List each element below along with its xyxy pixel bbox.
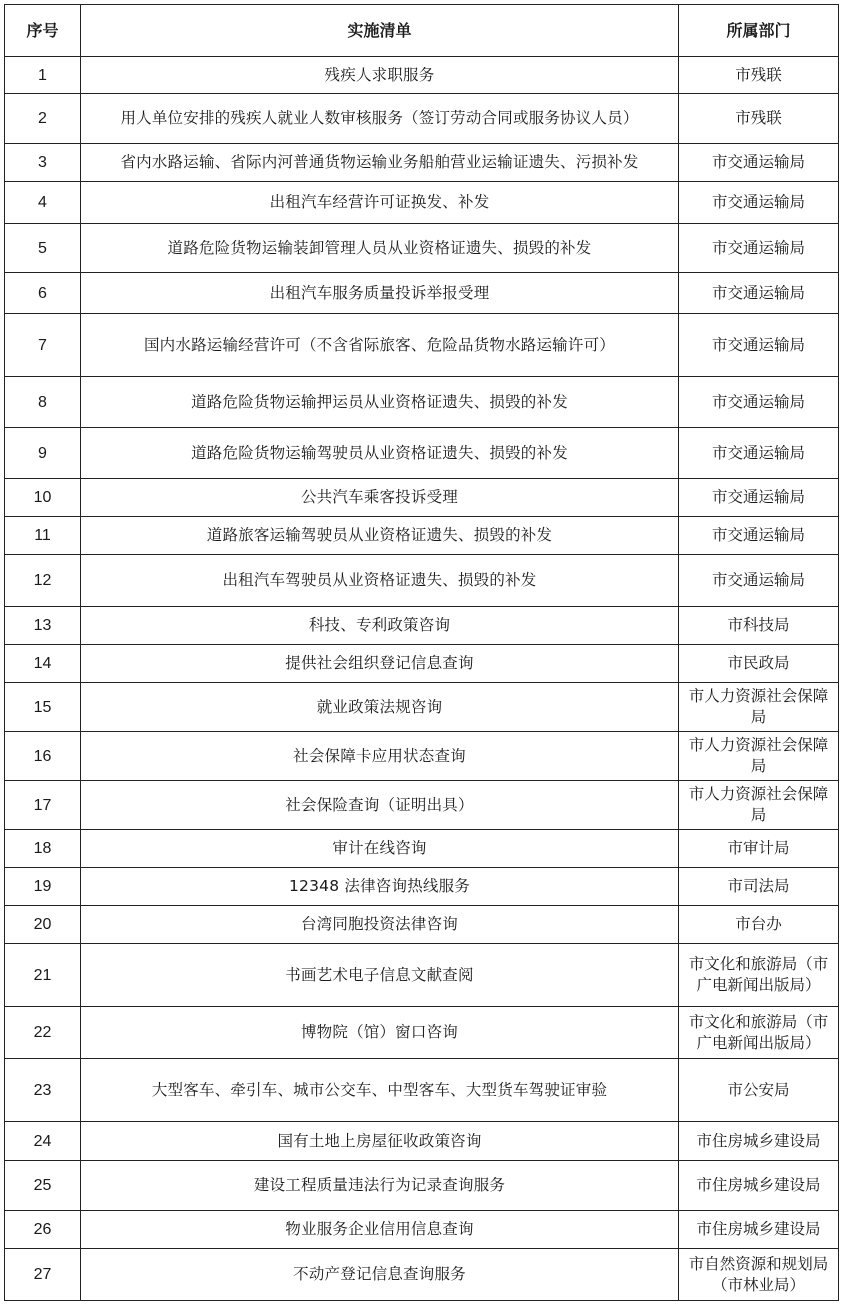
row-item: 书画艺术电子信息文献查阅: [81, 944, 679, 1007]
header-item: 实施清单: [81, 5, 679, 57]
table-row: [5, 377, 839, 428]
row-dept: 市审计局: [679, 830, 839, 868]
table-row: [5, 144, 839, 182]
row-item: 建设工程质量违法行为记录查询服务: [81, 1161, 679, 1211]
row-item: 12348 法律咨询热线服务: [81, 868, 679, 906]
row-dept: 市人力资源社会保障局: [679, 683, 839, 732]
row-no: 22: [5, 1007, 81, 1059]
table-row: [5, 830, 839, 868]
row-dept: 市交通运输局: [679, 428, 839, 479]
row-item: 道路危险货物运输押运员从业资格证遗失、损毁的补发: [81, 377, 679, 428]
row-item: 台湾同胞投资法律咨询: [81, 906, 679, 944]
table-row: [5, 906, 839, 944]
table-row: [5, 1211, 839, 1249]
row-dept: 市公安局: [679, 1059, 839, 1122]
table-row: [5, 1249, 839, 1301]
row-no: 7: [5, 314, 81, 377]
row-dept: 市交通运输局: [679, 479, 839, 517]
table-row: [5, 555, 839, 607]
row-dept: 市交通运输局: [679, 555, 839, 607]
row-dept: 市台办: [679, 906, 839, 944]
table-row: [5, 224, 839, 273]
row-no: 26: [5, 1211, 81, 1249]
row-item: 就业政策法规咨询: [81, 683, 679, 732]
table-row: [5, 94, 839, 144]
table-row: [5, 781, 839, 830]
row-item: 社会保障卡应用状态查询: [81, 732, 679, 781]
table-row: [5, 479, 839, 517]
row-no: 27: [5, 1249, 81, 1301]
row-no: 8: [5, 377, 81, 428]
row-dept: 市交通运输局: [679, 273, 839, 314]
row-item: 道路旅客运输驾驶员从业资格证遗失、损毁的补发: [81, 517, 679, 555]
row-item: 科技、专利政策咨询: [81, 607, 679, 645]
row-dept: 市住房城乡建设局: [679, 1161, 839, 1211]
row-no: 10: [5, 479, 81, 517]
table-row: [5, 428, 839, 479]
row-item: 国有土地上房屋征收政策咨询: [81, 1122, 679, 1161]
row-no: 21: [5, 944, 81, 1007]
row-item: 提供社会组织登记信息查询: [81, 645, 679, 683]
row-no: 6: [5, 273, 81, 314]
row-no: 4: [5, 182, 81, 224]
row-no: 25: [5, 1161, 81, 1211]
row-item: 审计在线咨询: [81, 830, 679, 868]
row-no: 11: [5, 517, 81, 555]
row-dept: 市人力资源社会保障局: [679, 732, 839, 781]
row-dept: 市司法局: [679, 868, 839, 906]
table-row: [5, 517, 839, 555]
row-item: 残疾人求职服务: [81, 57, 679, 94]
table-row: [5, 57, 839, 94]
row-item: 博物院（馆）窗口咨询: [81, 1007, 679, 1059]
row-dept: 市残联: [679, 94, 839, 144]
row-item: 公共汽车乘客投诉受理: [81, 479, 679, 517]
row-dept: 市交通运输局: [679, 144, 839, 182]
table-row: [5, 683, 839, 732]
header-dept: 所属部门: [679, 5, 839, 57]
row-no: 14: [5, 645, 81, 683]
row-item: 国内水路运输经营许可（不含省际旅客、危险品货物水路运输许可）: [81, 314, 679, 377]
table-row: [5, 182, 839, 224]
table-row: [5, 607, 839, 645]
table-row: [5, 314, 839, 377]
row-item: 道路危险货物运输装卸管理人员从业资格证遗失、损毁的补发: [81, 224, 679, 273]
row-no: 1: [5, 57, 81, 94]
row-no: 15: [5, 683, 81, 732]
row-no: 17: [5, 781, 81, 830]
row-dept: 市残联: [679, 57, 839, 94]
row-no: 13: [5, 607, 81, 645]
row-dept: 市自然资源和规划局（市林业局）: [679, 1249, 839, 1301]
row-no: 12: [5, 555, 81, 607]
row-no: 5: [5, 224, 81, 273]
row-dept: 市交通运输局: [679, 182, 839, 224]
table-row: [5, 1161, 839, 1211]
service-list-table: [4, 4, 839, 1301]
row-no: 24: [5, 1122, 81, 1161]
row-no: 18: [5, 830, 81, 868]
row-dept: 市民政局: [679, 645, 839, 683]
header-no: 序号: [5, 5, 81, 57]
row-item: 出租汽车驾驶员从业资格证遗失、损毁的补发: [81, 555, 679, 607]
row-item: 出租汽车服务质量投诉举报受理: [81, 273, 679, 314]
row-dept: 市交通运输局: [679, 224, 839, 273]
row-item: 大型客车、牵引车、城市公交车、中型客车、大型货车驾驶证审验: [81, 1059, 679, 1122]
row-no: 23: [5, 1059, 81, 1122]
row-dept: 市文化和旅游局（市广电新闻出版局）: [679, 944, 839, 1007]
row-dept: 市科技局: [679, 607, 839, 645]
row-item: 道路危险货物运输驾驶员从业资格证遗失、损毁的补发: [81, 428, 679, 479]
row-item: 社会保险查询（证明出具）: [81, 781, 679, 830]
row-dept: 市住房城乡建设局: [679, 1211, 839, 1249]
row-dept: 市交通运输局: [679, 517, 839, 555]
row-no: 2: [5, 94, 81, 144]
row-dept: 市住房城乡建设局: [679, 1122, 839, 1161]
table-row: [5, 1007, 839, 1059]
row-no: 3: [5, 144, 81, 182]
row-item: 物业服务企业信用信息查询: [81, 1211, 679, 1249]
row-dept: 市人力资源社会保障局: [679, 781, 839, 830]
row-dept: 市文化和旅游局（市广电新闻出版局）: [679, 1007, 839, 1059]
table-row: [5, 732, 839, 781]
table-row: [5, 1059, 839, 1122]
table-row: [5, 868, 839, 906]
row-item: 出租汽车经营许可证换发、补发: [81, 182, 679, 224]
row-dept: 市交通运输局: [679, 314, 839, 377]
row-item: 用人单位安排的残疾人就业人数审核服务（签订劳动合同或服务协议人员）: [81, 94, 679, 144]
table-header-row: [5, 5, 839, 57]
table-row: [5, 645, 839, 683]
row-item: 省内水路运输、省际内河普通货物运输业务船舶营业运输证遗失、污损补发: [81, 144, 679, 182]
table-row: [5, 944, 839, 1007]
row-item: 不动产登记信息查询服务: [81, 1249, 679, 1301]
row-dept: 市交通运输局: [679, 377, 839, 428]
row-no: 20: [5, 906, 81, 944]
row-no: 16: [5, 732, 81, 781]
row-no: 19: [5, 868, 81, 906]
table-row: [5, 1122, 839, 1161]
row-no: 9: [5, 428, 81, 479]
table-row: [5, 273, 839, 314]
